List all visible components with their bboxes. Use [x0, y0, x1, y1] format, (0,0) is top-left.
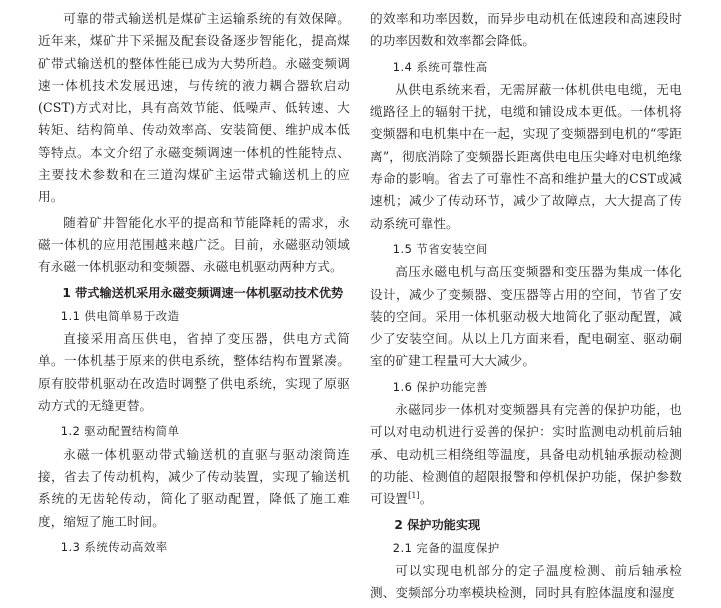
subsection-number: 1.6	[392, 379, 413, 394]
subsection-heading-1-6	[370, 376, 682, 398]
paragraph-1-5: 高压永磁电机与高压变频器和变压器为集成一体化设计，减少了变频器、变压器等占用的空间，节省了安装的空间。采用一体机驱动极大地简化了驱动配置，减少了安装空间。从以上几方面来看，配电硐室、驱动硐室的矿建工程量可大大减少。	[370, 264, 682, 369]
intro-paragraph: 可靠的带式输送机是煤矿主运输系统的有效保障。近年来，煤矿井下采掘及配套设备逐步智能化，提高煤矿带式输送机的整体性能已成为大势所趋。永磁变频调速一体机技术发展迅速，与传统的液力耦合器软启动(CST)方式对比，具有高效节能、低噪声、低转速、大转矩、结构简单、传动效率高、安装简便、维护成本低等特点。本文介绍了永磁变频调速一体机的性能特点、主要技术参数和在三道沟煤矿主运带式输送机上的应用。	[38, 11, 350, 205]
subsection-number: 1.2	[60, 424, 81, 439]
subsection-heading-1-1	[38, 305, 350, 327]
left-column	[38, 8, 350, 559]
subsection-heading-1-5	[370, 238, 682, 260]
paragraph-1-1: 直接采用高压供电，省掉了变压器，供电方式简单。一体机基于原来的供电系统，整体结构布置紧凑。原有胶带机驱动在改造时调整了供电系统，实现了原驱动方式的无缝更替。	[38, 331, 350, 414]
subsection-title: 系统可靠性高	[416, 59, 488, 74]
subsection-number: 2.1	[392, 540, 413, 555]
subsection-heading-1-3	[38, 536, 350, 558]
right-column	[370, 8, 682, 608]
subsection-number: 1.4	[392, 59, 413, 74]
citation-ref: [1]	[408, 491, 420, 501]
subsection-title: 保护功能完善	[416, 379, 488, 394]
paragraph-text: 永磁同步一体机对变频器具有完善的保护功能，也可以对电动机进行妥善的保护：实时监测电动机前后轴承、电动机三相绕组等温度，具备电动机轴承振动检测的功能、检测值的超限报警和停机保护功能，保护参数可设置	[370, 402, 682, 507]
paragraph-1-6	[370, 399, 682, 510]
subsection-title: 完备的温度保护	[416, 540, 500, 555]
continued-paragraph: 的效率和功率因数，而异步电动机在低速段和高速段时的功率因数和效率都会降低。	[370, 11, 682, 49]
subsection-title: 系统传动高效率	[84, 539, 168, 554]
subsection-heading-1-2	[38, 420, 350, 442]
paragraph-1-4: 从供电系统来看，无需屏蔽一体机供电电缆，无电缆路径上的辐射干扰，电缆和铺设成本更低。一体机将变频器和电机集中在一起，实现了变频器到电机的“零距离”，彻底消除了变频器长距离供电电压尖峰对电机绝缘寿命的影响。省去了可靠性不高和维护量大的CST或减速机；减少了传动环节，减少了故障点，大大提高了传动系统可靠性。	[370, 81, 682, 231]
subsection-heading-1-4	[370, 56, 682, 78]
subsection-heading-2-1	[370, 537, 682, 559]
subsection-number: 1.1	[60, 308, 81, 323]
paragraph-end: 。	[419, 491, 433, 507]
subsection-title: 节省安装空间	[416, 241, 488, 256]
section-heading-1: 1 带式输送机采用永磁变频调速一体机驱动技术优势	[62, 285, 344, 300]
subsection-title: 供电简单易于改造	[84, 308, 180, 323]
subsection-number: 1.3	[60, 539, 81, 554]
paragraph-1-2: 永磁一体机驱动带式输送机的直驱与驱动滚筒连接，省去了传动机构，减少了传动装置，实现了输送机系统的无齿轮传动，简化了驱动配置，降低了施工难度，缩短了施工时间。	[38, 446, 350, 529]
subsection-title: 驱动配置结构简单	[84, 424, 180, 439]
section-heading-2: 2 保护功能实现	[394, 517, 481, 532]
intro-paragraph-2: 随着矿井智能化水平的提高和节能降耗的需求，永磁一体机的应用范围越来越广泛。目前，永磁驱动领域有永磁一体机驱动和变频器、永磁电机驱动两种方式。	[38, 214, 350, 275]
subsection-number: 1.5	[392, 241, 413, 256]
paragraph-2-1: 可以实现电机部分的定子温度检测、前后轴承检测、变频部分功率模块检测，同时具有腔体温度和湿度	[370, 563, 682, 601]
